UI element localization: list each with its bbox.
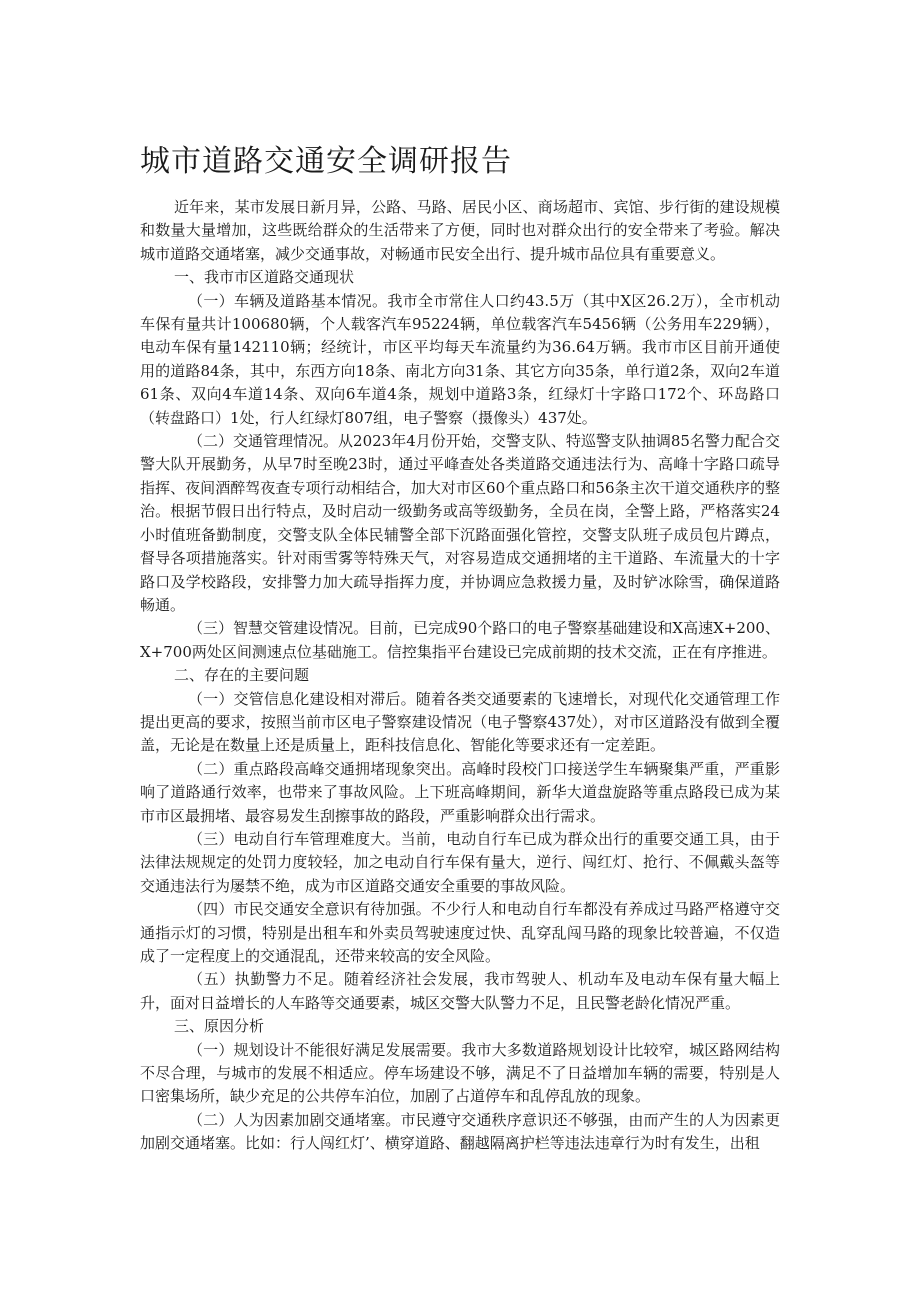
report-body [140,196,780,1156]
body-paragraph: （二）交通管理情况。从2023年4月份开始，交警支队、特巡警支队抽调85名警力配合交警大队开展勤务，从早7时至晚23时，通过平峰查处各类道路交通违法行为、高峰十字路口疏导指挥、夜间酒醉驾夜查专项行动相结合，加大对市区60个重点路口和56条主次干道交通秩序的整治。根据节假日出行特点，及时启动一级勤务或高等级勤务，全员在岗，全警上路，严格落实24小时值班备勤制度，交警支队全体民辅警全部下沉路面强化管控，交警支队班子成员包片蹲点，督导各项措施落实。针对雨雪雾等特殊天气，对容易造成交通拥堵的主干道路、车流量大的十字路口及学校路段，安排警力加大疏导指挥力度，并协调应急救援力量，及时铲冰除雪，确保道路畅通。 [140,432,780,614]
body-paragraph: （五）执勤警力不足。随着经济社会发展，我市驾驶人、机动车及电动车保有量大幅上升，面对日益增长的人车路等交通要素，城区交警大队警力不足，且民警老龄化情况严重。 [140,970,780,1012]
page-title: 城市道路交通安全调研报告 [140,144,512,179]
body-paragraph: （三）智慧交管建设情况。目前，已完成90个路口的电子警察基础建设和X高速X+200、X+700两处区间测速点位基础施工。信控集指平台建设已完成前期的技术交流，正在有序推进。 [140,619,780,661]
intro-paragraph: 近年来，某市发展日新月异，公路、马路、居民小区、商场超市、宾馆、步行街的建设规模和数量大量增加，这些既给群众的生活带来了方便，同时也对群众出行的安全带来了考验。解决城市道路交通堵塞，减少交通事故，对畅通市民安全出行、提升城市品位具有重要意义。 [140,198,780,263]
section-heading: 二、存在的主要问题 [174,666,310,685]
body-paragraph: （四）市民交通安全意识有待加强。不少行人和电动自行车都没有养成过马路严格遵守交通指示灯的习惯，特别是出租车和外卖员驾驶速度过快、乱穿乱闯马路的现象比较普遍，不仅造成了一定程度上的交通混乱，还带来较高的安全风险。 [140,900,780,965]
body-paragraph: （二）重点路段高峰交通拥堵现象突出。高峰时段校门口接送学生车辆聚集严重，严重影响了道路通行效率，也带来了事故风险。上下班高峰期间，新华大道盘旋路等重点路段已成为某市市区最拥堵、最容易发生刮擦事故的路段，严重影响群众出行需求。 [140,759,780,825]
body-paragraph: （二）人为因素加剧交通堵塞。市民遵守交通秩序意识还不够强，由而产生的人为因素更加剧交通堵塞。比如：行人闯红灯’、横穿道路、翻越隔离护栏等违法违章行为时有发生，出租 [140,1110,780,1153]
section-heading: 一、我市市区道路交通现状 [174,268,355,287]
body-paragraph: （一）交管信息化建设相对滞后。随着各类交通要素的飞速增长，对现代化交通管理工作提出更高的要求，按照当前市区电子警察建设情况（电子警察437处），对市区道路没有做到全覆盖，无论是在数量上还是质量上，距科技信息化、智能化等要求还有一定差距。 [140,689,780,755]
section-heading: 三、原因分析 [174,1017,265,1036]
body-paragraph: （一）车辆及道路基本情况。我市全市常住人口约43.5万（其中X区26.2万），全市机动车保有量共计100680辆，个人载客汽车95224辆，单位载客汽车5456辆（公务用车229辆），电动车保有量142110辆；经统计，市区平均每天车流量约为36.64万辆。我市市区目前开通使用的道路84条，其中，东西方向18条、南北方向31条、其它方向35条，单行道2条，双向2车道61条、双向4车道14条、双向6车道4条，规划中道路3条，红绿灯十字路口172个、环岛路口（转盘路口）1处，行人红绿灯807组，电子警察（摄像头）437处。 [140,291,780,427]
body-paragraph: （一）规划设计不能很好满足发展需要。我市大多数道路规划设计比较窄，城区路网结构不尽合理，与城市的发展不相适应。停车场建设不够，满足不了日益增加车辆的需要，特别是人口密集场所，缺少充足的公共停车泊位，加剧了占道停车和乱停乱放的现象。 [140,1040,780,1106]
body-paragraph: （三）电动自行车管理难度大。当前，电动自行车已成为群众出行的重要交通工具，由于法律法规规定的处罚力度较轻，加之电动自行车保有量大，逆行、闯红灯、抢行、不佩戴头盔等交通违法行为屡禁不绝，成为市区道路交通安全重要的事故风险。 [140,829,780,895]
